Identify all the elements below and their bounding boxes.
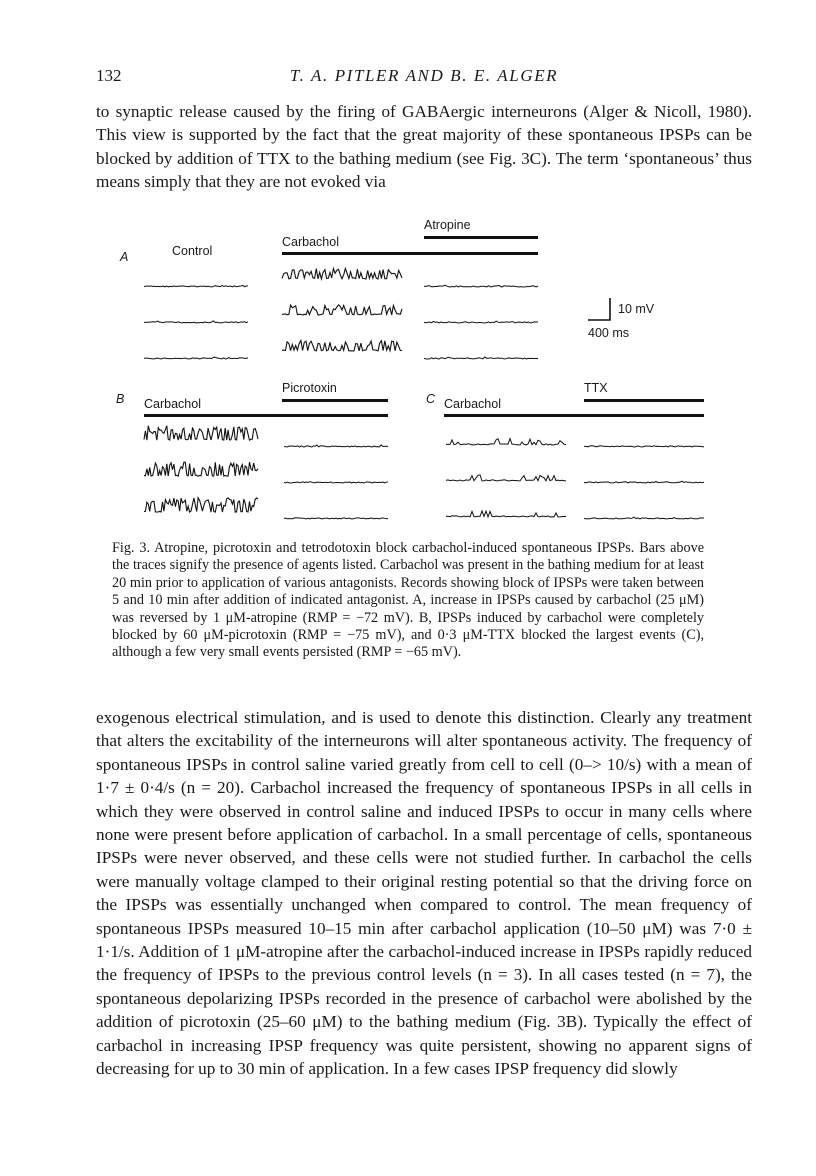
panel-a-carbachol-trace-2 — [282, 302, 402, 322]
panel-b-carbachol-trace-1 — [144, 426, 258, 448]
panel-b-carbachol-trace-3 — [144, 498, 258, 520]
panel-a-control-label: Control — [172, 244, 213, 258]
panel-c-ttx-bar — [584, 399, 704, 402]
panel-a-carbachol-trace-1 — [282, 266, 402, 286]
panel-c-carbachol-label: Carbachol — [444, 397, 501, 411]
panel-a-atropine-trace-3 — [424, 346, 538, 366]
panel-a-carbachol-label: Carbachol — [282, 235, 339, 249]
scale-voltage-label: 10 mV — [618, 302, 655, 316]
figure-caption: Fig. 3. Atropine, picrotoxin and tetrodotoxin block carbachol-induced spontaneous IPSPs. Bars above the traces signify the presence of agents listed. Carbachol was present in the bathing medium for at least 20 min prior to application of various antagonists. Records showing block of IPSPs were taken between 5 and 10 min after addition of indicated antagonist. A, increase in IPSPs caused by carbachol (25 μM) was reversed by 1 μM-atropine (RMP = −72 mV). B, IPSPs induced by carbachol were completely blocked by 60 μM-picrotoxin (RMP = −75 mV), and 0·3 μM-TTX blocked the largest events (C), although a few very small events persisted (RMP = −65 mV). — [112, 540, 704, 661]
panel-c-letter: C — [426, 392, 436, 406]
panel-c-carbachol-bar — [444, 414, 704, 417]
figure-3 — [112, 212, 732, 532]
panel-b-picrotoxin-bar — [282, 399, 388, 402]
panel-b-picrotoxin-trace-1 — [284, 434, 388, 454]
panel-a-atropine-bar — [424, 236, 538, 239]
panel-a-atropine-trace-1 — [424, 274, 538, 294]
panel-c-carbachol-trace-1 — [446, 432, 566, 452]
panel-c-ttx-label: TTX — [584, 381, 608, 395]
panel-a-control-trace-1 — [144, 274, 248, 294]
scale-bar — [586, 298, 616, 324]
body-paragraph-1: to synaptic release caused by the firing of GABAergic interneurons (Alger & Nicoll, 1980). This view is supported by the fact that the great majority of these spontaneous IPSPs can be blocked by addition of TTX to the bathing medium (see Fig. 3C). The term ‘spontaneous’ thus means simply that they are not evoked via — [96, 102, 752, 192]
panel-c-carbachol-trace-2 — [446, 468, 566, 488]
page-number: 132 — [96, 66, 122, 85]
panel-b-picrotoxin-label: Picrotoxin — [282, 381, 337, 395]
body-paragraph-2: exogenous electrical stimulation, and is used to denote this distinction. Clearly any treatment that alters the excitability of the interneurons will alter spontaneous activity. The frequency of spontaneous IPSPs in control saline varied greatly from cell to cell (0–> 10/s) with a mean of 1·7 ± 0·4/s (n = 20). Carbachol increased the frequency of spontaneous IPSPs in all cells in which they were observed in control saline and induced IPSPs to occur in many cells where none were present before application of carbachol. In a small percentage of cells, spontaneous IPSPs were never observed, and these cells were not studied further. In carbachol the cells were manually voltage clamped to their original resting potential so that the driving force on the IPSPs was essentially unchanged when compared to control. The mean frequency of spontaneous IPSPs measured 10–15 min after carbachol application (10–50 μM) was 7·0 ± 1·1/s. Addition of 1 μM-atropine after the carbachol-induced increase in IPSPs rapidly reduced the frequency of IPSPs to the previous control levels (n = 3). In all cases tested (n = 7), the spontaneous depolarizing IPSPs recorded in the presence of carbachol were abolished by the addition of picrotoxin (25–60 μM) to the bathing medium (Fig. 3B). Typically the effect of carbachol in increasing IPSP frequency was quite persistent, showing no apparent signs of decreasing for up to 30 min of application. In a few cases IPSP frequency did slowly — [96, 708, 752, 1079]
panel-c-ttx-trace-1 — [584, 434, 704, 454]
panel-b-carbachol-trace-2 — [144, 462, 258, 484]
panel-a-letter: A — [120, 250, 129, 264]
panel-c-ttx-trace-3 — [584, 506, 704, 526]
panel-a-atropine-trace-2 — [424, 310, 538, 330]
scale-time-label: 400 ms — [588, 326, 629, 340]
panel-b-picrotoxin-trace-3 — [284, 506, 388, 526]
panel-a-carbachol-bar — [282, 252, 538, 255]
running-head: T. A. PITLER AND B. E. ALGER — [289, 66, 559, 85]
panel-a-control-trace-2 — [144, 310, 248, 330]
panel-a-carbachol-trace-3 — [282, 338, 402, 358]
page-header — [96, 66, 752, 90]
panel-b-carbachol-label: Carbachol — [144, 397, 201, 411]
panel-a-atropine-label: Atropine — [424, 218, 471, 232]
panel-b-carbachol-bar — [144, 414, 388, 417]
panel-c-ttx-trace-2 — [584, 470, 704, 490]
panel-a-control-trace-3 — [144, 346, 248, 366]
panel-c-carbachol-trace-3 — [446, 504, 566, 524]
panel-b-letter: B — [116, 392, 125, 406]
panel-b-picrotoxin-trace-2 — [284, 470, 388, 490]
